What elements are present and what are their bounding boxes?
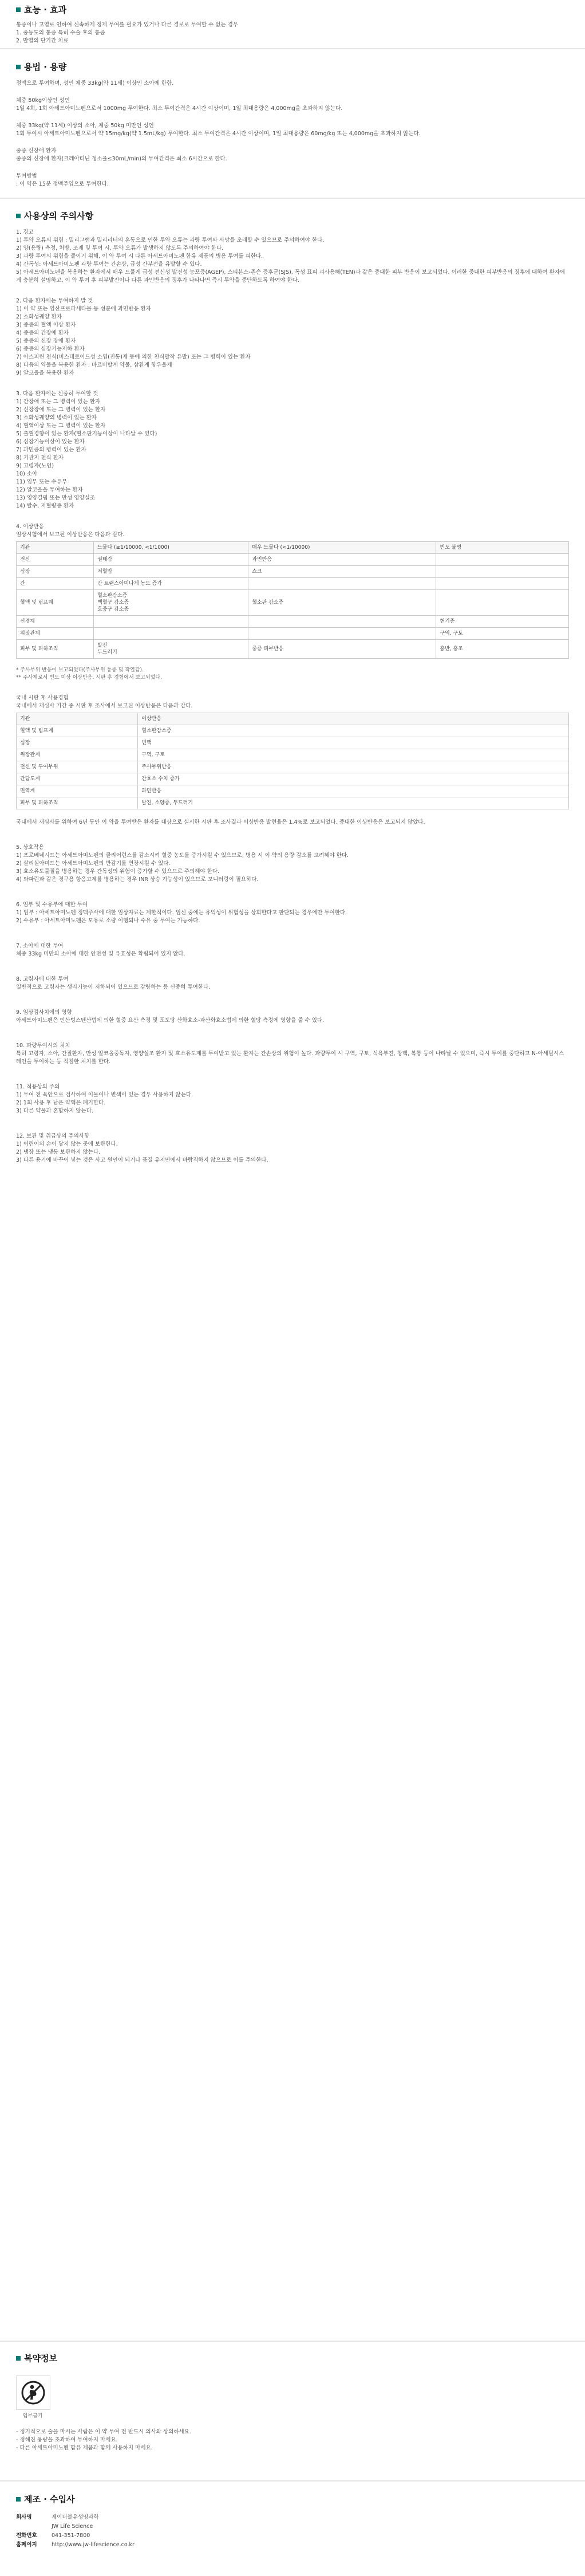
manufacturer-title-row [16,2493,569,2505]
pregnancy-contraindication-icon [16,2376,50,2410]
drug-info-lines [16,2428,569,2452]
table-cell: 간 [17,578,94,590]
pregnancy-body: 1) 임부 : 아세트아미노펜 정맥주사에 대한 임상자료는 제한적이다. 임신 중에는 유익성이 위험성을 상회한다고 판단되는 경우에만 투여한다. 2) 수유부 : 아세트아미노펜은 모유로 소량 이행되나 수유 중 투여는 가능하다. [16,910,347,924]
dosage-body [16,80,569,188]
dosage-method-body: : 이 약은 15분 정맥주입으로 투여한다. [16,181,109,187]
drug-info-line: - 다른 아세트아미노펜 함유 제품과 함께 사용하지 마세요. [16,2445,153,2451]
icon-caption: 임부금기 [22,2413,43,2419]
postmarket-table [16,713,569,809]
table-row [17,725,569,737]
manufacturer-section [16,2493,569,2550]
table-header-cell: 기관 [17,713,138,725]
table-cell: 피부 및 피하조직 [17,640,94,659]
table-cell: 혈액 및 림프계 [17,725,138,737]
dosage-title-row [16,61,569,73]
careful-item: 11) 임부 또는 수유부 [16,479,68,485]
table-header-cell: 드물다 (≥1/10000, <1/1000) [94,542,248,554]
drug-info-title: 복약정보 [24,2353,57,2363]
table-row [17,749,569,761]
adverse-head: 4. 이상반응 [16,524,44,530]
adverse-footnote: * 주사부위 반응이 보고되었다(주사부위 통증 및 작열감). [16,667,144,673]
table-row [17,590,569,616]
info-row-homepage [16,2540,569,2550]
info-value: 제이더블유생명과학 [52,2514,99,2520]
section-divider [0,2480,585,2481]
warning-block [16,229,569,285]
dosage-adult50-body: 1일 4회, 1회 아세트아미노펜으로서 1000mg 투여한다. 최소 투여간격은 4시간 이상이며, 1일 최대용량은 4,000mg을 초과하지 않는다. [16,105,343,112]
table-row [17,761,569,773]
table-row [17,773,569,785]
adverse-table [16,541,569,659]
adverse-footnote: ** 주사제로서 빈도 미상 이상반응. 시판 후 경험에서 보고되었다. [16,675,162,681]
table-cell: 발진 두드러기 [94,640,248,659]
warning-head: 1. 경고 [16,229,34,235]
interaction-block [16,844,569,884]
dosage-title: 용법 · 용량 [24,62,67,72]
careful-item: 4) 혈액이상 또는 그 병력이 있는 환자 [16,423,106,429]
pregnancy-head: 6. 임부 및 수유부에 대한 투여 [16,902,88,908]
elderly-head: 8. 고령자에 대한 투여 [16,976,69,982]
pediatric-block [16,942,569,958]
careful-item: 7) 과민증의 병력이 있는 환자 [16,447,86,453]
table-cell: 과민반응 [248,554,436,566]
table-cell [436,578,569,590]
drug-info-title-row [16,2352,569,2364]
adverse-intro: 임상시험에서 보고된 이상반응은 다음과 같다. [16,532,125,538]
application-body: 1) 투여 전 육안으로 검사하여 이물이나 변색이 있는 경우 사용하지 않는다. 2) 1회 사용 후 남은 약액은 폐기한다. 3) 다른 약물과 혼합하지 않는다. [16,1092,193,1114]
efficacy-line: 1. 중등도의 통증 특히 수술 후의 통증 [16,30,105,36]
contra-item: 8) 다음의 약물을 복용한 환자 : 바르비탈계 약물, 삼환계 항우울제 [16,362,172,368]
postmarket-intro: 국내에서 재심사 기간 중 시판 후 조사에서 보고된 이상반응은 다음과 같다. [16,703,193,709]
efficacy-title: 효능 · 효과 [24,5,67,15]
dosage-adult33-body: 1회 투여시 아세트아미노펜으로서 약 15mg/kg(약 1.5mL/kg) 투여한다. 최소 투여간격은 4시간 이상이며, 1일 최대용량은 60mg/kg 또는 4,000mg을 초과하지 않는다. [16,131,421,137]
efficacy-line: 통증이나 고열로 인하여 신속하게 정제 투여를 필요가 있거나 다른 경로로 투여할 수 없는 경우 [16,22,238,28]
careful-item: 8) 기관지 천식 환자 [16,455,64,461]
elderly-body: 일반적으로 고령자는 생리기능이 저하되어 있으므로 감량하는 등 신중히 투여한다. [16,984,211,990]
contra-item: 4) 중증의 간장애 환자 [16,330,69,336]
table-row [17,554,569,566]
table-cell [94,628,248,640]
postmarket-body: 국내에서 재심사를 위하여 6년 동안 이 약을 투여받은 환자를 대상으로 실시한 시판 후 조사결과 이상반응 발현율은 1.4%로 보고되었다. 중대한 이상반응은 보고되지 않았다. [16,819,425,825]
section-bullet-icon [16,65,21,69]
pregnancy-block [16,901,569,925]
table-header-cell: 기관 [17,542,94,554]
contra-item: 5) 중증의 신장 장애 환자 [16,338,76,344]
table-cell: 구역, 구토 [436,628,569,640]
table-cell: 주사부위반응 [138,761,569,773]
table-cell: 간담도계 [17,773,138,785]
drug-info-line: - 정해진 용량을 초과하여 투여하지 마세요. [16,2437,118,2443]
efficacy-title-row [16,3,569,15]
lab-block [16,1009,569,1025]
info-key: 회사명 [16,2514,32,2520]
careful-item: 1) 간장애 또는 그 병력이 있는 환자 [16,399,101,405]
contra-item: 1) 이 약 또는 염산프로파세타몰 등 성분에 과민반응 환자 [16,306,151,312]
contra-head: 2. 다음 환자에는 투여하지 말 것 [16,298,93,304]
efficacy-section [16,3,569,45]
table-cell: 혈소판감소증 [138,725,569,737]
table-cell: 위장관계 [17,628,94,640]
dosage-method-head: 투여방법 [16,173,37,179]
overdose-block [16,1042,569,1066]
table-cell: 저혈압 [94,566,248,578]
table-cell: 신경계 [17,616,94,628]
contra-item: 7) 아스피린 천식(비스테로이드성 소염(진통)제 등에 의한 천식발작 유발) 또는 그 병력이 있는 환자 [16,354,251,360]
table-cell: 발진, 소양증, 두드러기 [138,797,569,809]
section-divider [0,2341,585,2342]
pediatric-head: 7. 소아에 대한 투여 [16,943,64,949]
table-cell [436,554,569,566]
application-head: 11. 적용상의 주의 [16,1084,60,1090]
precautions-title: 사용상의 주의사항 [24,211,94,221]
contra-item: 2) 소화성궤양 환자 [16,314,62,320]
section-divider [0,48,585,49]
drug-info-line: - 정기적으로 술을 마시는 사람은 이 약 투여 전 반드시 의사와 상의하세요. [16,2429,191,2435]
table-row [17,566,569,578]
table-cell: 권태감 [94,554,248,566]
dosage-adult50-head: 체중 50kg이상인 성인 [16,97,70,104]
efficacy-lines [16,21,569,45]
section-bullet-icon [16,214,21,218]
table-cell: 구역, 구토 [138,749,569,761]
pediatric-body: 체중 33kg 미만의 소아에 대한 안전성 및 유효성은 확립되어 있지 않다. [16,951,185,957]
precautions-title-row [16,210,569,222]
warning-item: 3) 과량 투여의 위험을 줄이기 위해, 이 약 투여 시 다른 아세트아미노펜 함유 제품의 병용 투여를 피한다. [16,253,263,259]
homepage-link[interactable]: http://www.jw-lifescience.co.kr [52,2542,135,2548]
warning-item: 2) 양(용량) 측정, 처방, 조제 및 투여 시, 투약 오류가 발생하지 않도록 주의하여야 한다. [16,245,224,251]
lab-head: 9. 임상검사치에의 영향 [16,1009,72,1016]
contra-item: 9) 알코올을 복용한 환자 [16,370,74,376]
pregnancy-warning-badge [16,2376,569,2419]
table-row [17,616,569,628]
manufacturer-info [16,2513,569,2550]
table-cell [94,616,248,628]
dosage-section [16,61,569,188]
careful-item: 10) 소아 [16,471,38,477]
storage-body: 1) 어린이의 손이 닿지 않는 곳에 보관한다. 2) 냉장 또는 냉동 보관하지 않는다. 3) 다른 용기에 바꾸어 넣는 것은 사고 원인이 되거나 품질 유지면에서 바람직하지 않으므로 이를 주의한다. [16,1141,268,1163]
table-cell [436,566,569,578]
adverse-block [16,523,569,827]
drug-info-section [16,2352,569,2452]
table-cell [248,578,436,590]
table-cell: 전신 [17,554,94,566]
overdose-body: 특히 고령자, 소아, 간질환자, 만성 알코올중독자, 영양실조 환자 및 효소유도제를 투여받고 있는 환자는 간손상의 위험이 높다. 과량투여 시 구역, 구토, 식욕부진, 창백, 복통 등이 나타날 수 있으며, 즉시 투여를 중단하고 N-아세틸시스테인을 투여하는 등 적절한 처치를 한다. [16,1051,564,1065]
precautions-section [16,210,569,1165]
table-row [17,578,569,590]
info-row-company-en [16,2522,569,2531]
table-header-cell: 매우 드물다 (<1/10000) [248,542,436,554]
info-value: 041-351-7800 [52,2532,90,2539]
table-cell: 전신 및 투여부위 [17,761,138,773]
contra-item: 3) 중증의 혈액 이상 환자 [16,322,76,328]
efficacy-line: 2. 발열의 단기간 치료 [16,38,69,44]
table-header-cell: 빈도 불명 [436,542,569,554]
careful-head: 3. 다음 환자에는 신중히 투여할 것 [16,391,98,397]
careful-item: 2) 신장장애 또는 그 병력이 있는 환자 [16,407,106,413]
table-cell: 위장관계 [17,749,138,761]
table-cell: 현기증 [436,616,569,628]
storage-block [16,1132,569,1165]
elderly-block [16,976,569,992]
adverse-table-header [17,542,569,554]
table-cell: 혈소판 감소증 [248,590,436,616]
careful-item: 13) 영양결핍 또는 만성 영양실조 [16,495,95,501]
storage-head: 12. 보관 및 취급상의 주의사항 [16,1133,90,1139]
section-bullet-icon [16,2497,21,2502]
table-row [17,628,569,640]
contra-item: 6) 중증의 심장기능저하 환자 [16,346,85,352]
warning-item: 5) 아세트아미노펜을 복용하는 환자에서 매우 드물게 급성 전신성 발진성 농포증(AGEP), 스티븐스-존슨 증후군(SJS), 독성 표피 괴사용해(TEN)과 같은 중대한 피부 반응이 보고되었다. 이러한 중대한 피부반응의 징후에 대하여 환자에게 충분히 설명하고, 이 약 투여 후 피부발진이나 다른 과민반응의 징후가 나타나면 즉시 투약을 중단하도록 하여야 한다. [16,269,566,284]
table-cell: 심장 [17,737,138,749]
table-cell: 심장 [17,566,94,578]
section-bullet-icon [16,2356,21,2361]
warning-item: 4) 간독성: 아세트아미노펜 과량 투여는 간손상, 급성 간부전을 유발할 수 있다. [16,261,202,268]
table-cell: 혈소판감소증 백혈구 감소증 호중구 감소증 [94,590,248,616]
interaction-body: 1) 프로베네시드는 아세트아미노펜의 클리어런스를 감소시켜 혈중 농도를 증가시킬 수 있으므로, 병용 시 이 약의 용량 감소를 고려해야 한다. 2) 살리실아미드는 아세트아미노펜의 반감기를 연장시킬 수 있다. 3) 효소유도물질을 병용하는 경우 간독성의 위험이 증가할 수 있으므로 주의해야 한다. 4) 와파린과 같은 경구용 항응고제를 병용하는 경우 INR 상승 가능성이 있으므로 모니터링이 필요하다. [16,852,349,883]
table-cell: 간효소 수치 증가 [138,773,569,785]
manufacturer-title: 제조 · 수입사 [24,2494,75,2504]
info-key: 전화번호 [16,2532,37,2539]
careful-block [16,390,569,510]
table-cell [248,616,436,628]
warning-item: 1) 투약 오류의 위험 : 밀리그램과 밀리리터의 혼동으로 인한 투약 오류는 과량 투여와 사망을 초래할 수 있으므로 주의하여야 한다. [16,237,325,243]
contraindication-block [16,297,569,377]
lab-body: 아세트아미노펜은 인산텅스텐산법에 의한 혈중 요산 측정 및 포도당 산화효소-과산화효소법에 의한 혈당 측정에 영향을 줄 수 있다. [16,1017,325,1024]
table-cell: 간 트랜스아미나제 농도 증가 [94,578,248,590]
interaction-head: 5. 상호작용 [16,844,44,851]
table-cell: 중증 피부반응 [248,640,436,659]
application-block [16,1083,569,1115]
table-row [17,785,569,797]
careful-item: 5) 출혈경향이 있는 환자(혈소판기능이상이 나타날 수 있다) [16,431,157,437]
table-cell: 면역계 [17,785,138,797]
dosage-renal-head: 중증 신장애 환자 [16,148,57,154]
careful-item: 3) 소화성궤양의 병력이 있는 환자 [16,415,97,421]
info-key [16,2522,52,2531]
section-divider [0,198,585,199]
no-pregnant-woman-icon [21,2380,46,2405]
careful-item: 12) 알코올을 투여하는 환자 [16,487,83,493]
table-cell [248,628,436,640]
careful-item: 6) 심장기능이상이 있는 환자 [16,439,85,445]
info-row-company [16,2513,569,2522]
table-cell: 피부 및 피하조직 [17,797,138,809]
overdose-head: 10. 과량투여시의 처치 [16,1043,70,1049]
table-header-cell: 이상반응 [138,713,569,725]
table-cell [436,590,569,616]
info-row-phone [16,2531,569,2540]
dosage-intro: 정맥으로 투여하며, 성인 체중 33kg(약 11세) 이상인 소아에 한함. [16,80,174,86]
table-row [17,737,569,749]
table-cell: 혈액 및 림프계 [17,590,94,616]
table-cell: 빈맥 [138,737,569,749]
table-cell: 홍반, 홍조 [436,640,569,659]
info-key: 홈페이지 [16,2542,37,2548]
table-row [17,797,569,809]
careful-item: 9) 고령자(노인) [16,463,54,469]
section-bullet-icon [16,7,21,12]
dosage-renal-body: 중증의 신장애 환자(크레아티닌 청소율≤30mL/min)의 투여간격은 최소 6시간으로 한다. [16,156,227,162]
info-value: JW Life Science [52,2523,93,2530]
postmarket-head: 국내 시판 후 사용경험 [16,695,69,701]
table-cell: 과민반응 [138,785,569,797]
dosage-adult33-head: 체중 33kg(약 11세) 이상의 소아, 체중 50kg 미만인 성인 [16,123,154,129]
careful-item: 14) 탈수, 저혈량증 환자 [16,503,74,509]
postmarket-table-header [17,713,569,725]
table-row [17,640,569,659]
table-cell: 쇼크 [248,566,436,578]
